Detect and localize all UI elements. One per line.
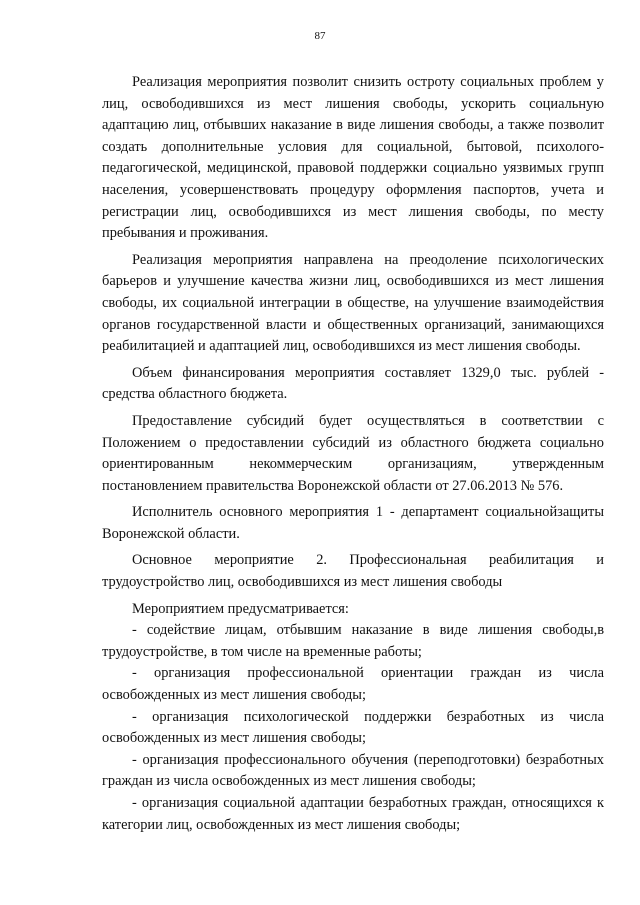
list-item-employment: - содействие лицам, отбывшим наказание в виде лишения свободы,в трудоустройстве, в том числе на временные работы;	[102, 622, 604, 660]
paragraph-executor: Исполнитель основного мероприятия 1 - департамент социальнойзащиты Воронежской области.	[102, 504, 604, 542]
list-item-training: - организация профессионального обучения (переподготовки) безработных граждан из числа освобожденных из мест лишения свободы;	[102, 751, 604, 790]
document-body	[102, 72, 604, 836]
list-item-orientation: - организация профессиональной ориентации граждан из числа освобожденных из мест лишения свободы;	[102, 665, 604, 704]
paragraph-provisions-intro: Мероприятием предусматривается:	[132, 600, 349, 617]
paragraph-goals: Реализация мероприятия позволит снизить остроту социальных проблем у лиц, освободившихся из мест лишения свободы, ускорить социальную адаптацию лиц, отбывших наказание в виде лишения свободы, а также позволит создать дополнительные условия для социальной, бытовой, психолого-педагогической, медицинской, правовой поддержки социально уязвимых групп населения, усовершенствовать процедуру оформления паспортов, учета и регистрации лиц, освободившихся из мест лишения свободы, по месту пребывания и проживания.	[102, 74, 604, 242]
list-item-psychological-support: - организация психологической поддержки безработных из числа освобожденных из мест лишения свободы;	[102, 708, 604, 747]
paragraph-measure-2-title: Основное мероприятие 2. Профессиональная реабилитация и трудоустройство лиц, освободившихся из мест лишения свободы	[102, 552, 604, 591]
page-number: 87	[314, 30, 326, 42]
paragraph-funding: Объем финансирования мероприятия составляет 1329,0 тыс. рублей - средства областного бюджета.	[102, 364, 604, 403]
paragraph-direction: Реализация мероприятия направлена на преодоление психологических барьеров и улучшение качества жизни лиц, освободившихся из мест лишения свободы, их социальной интеграции в обществе, на улучшение взаимодействия органов государственной власти и общественных организаций, занимающихся реабилитацией и адаптацией лиц, освободившихся из мест лишения свободы.	[102, 251, 604, 355]
paragraph-subsidies: Предоставление субсидий будет осуществляться в соответствии с Положением о предоставлении субсидий из областного бюджета социально ориентированным некоммерческим организациям, утвержденным постановлением правительства Воронежской области от 27.06.2013 № 576.	[102, 412, 604, 494]
list-item-social-adaptation: - организация социальной адаптации безработных граждан, относящихся к категории лиц, освобожденных из мест лишения свободы;	[102, 795, 604, 833]
